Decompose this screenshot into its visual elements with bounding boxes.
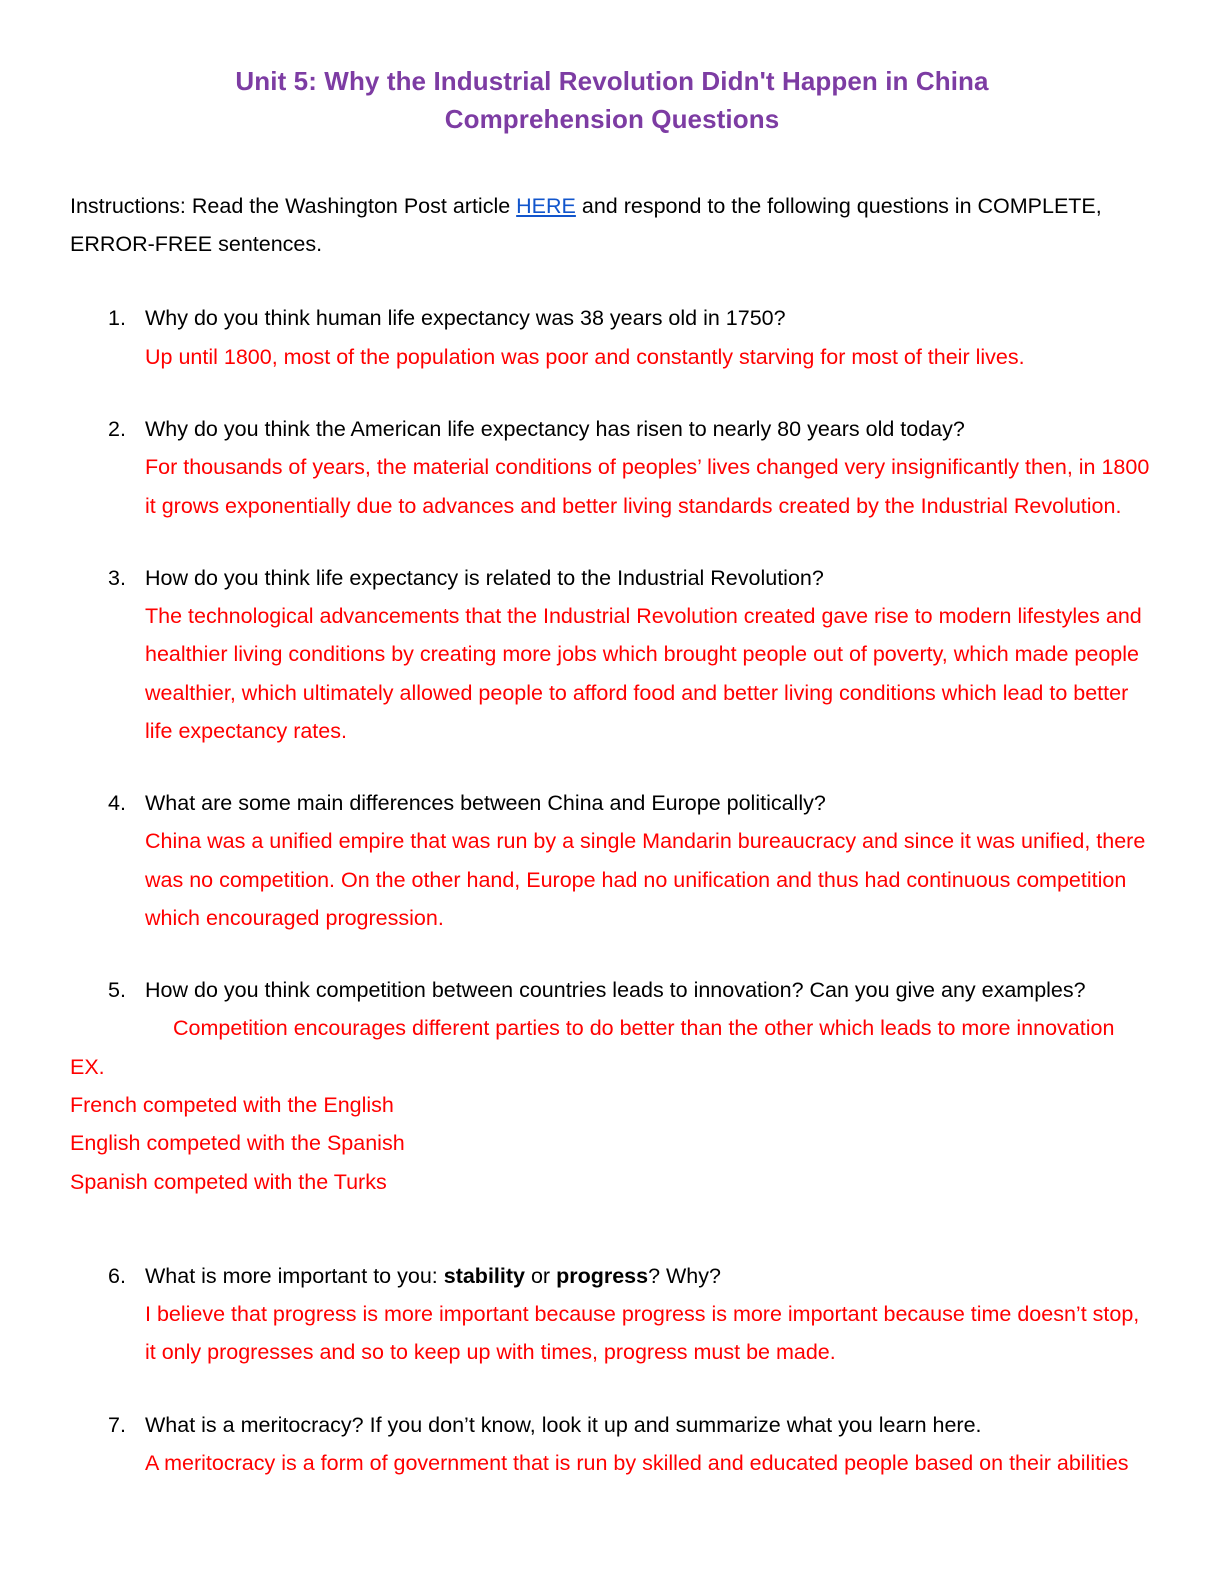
question-6-part-1: What is more important to you: <box>145 1263 444 1288</box>
title-line-1: Unit 5: Why the Industrial Revolution Didn't Happen in China <box>235 66 989 96</box>
question-6-bold-stability: stability <box>443 1263 525 1288</box>
question-text-1: Why do you think human life expectancy was 38 years old in 1750? <box>145 306 786 331</box>
answer-text-4[interactable]: China was a unified empire that was run by a single Mandarin bureaucracy and since it was unified, there was no competition. On the other hand, Europe had no unification and thus had continuous competition which encouraged progression. <box>145 829 1146 930</box>
question-number-5: 5. <box>108 978 126 1003</box>
question-item-7 <box>70 1406 1154 1483</box>
page-title <box>70 0 1154 139</box>
questions-list <box>70 299 1154 1047</box>
question-number-3: 3. <box>108 565 126 590</box>
instructions-text-after-link: and respond to the following questions in COMPLETE, ERROR-FREE sentences. <box>70 193 1102 257</box>
example-item-2[interactable]: English competed with the Spanish <box>70 1131 405 1156</box>
instructions-paragraph <box>70 139 1154 264</box>
article-link-here[interactable]: HERE <box>516 193 576 218</box>
question-6-part-2: or <box>524 1263 557 1288</box>
question-number-6: 6. <box>108 1263 126 1288</box>
question-item-4 <box>70 784 1154 937</box>
question-text-4: What are some main differences between China and Europe politically? <box>145 791 826 816</box>
question-text-5: How do you think competition between countries leads to innovation? Can you give any examples? <box>145 978 1086 1003</box>
question-number-1: 1. <box>108 306 126 331</box>
question-6-bold-progress: progress <box>556 1263 649 1288</box>
title-line-2: Comprehension Questions <box>444 104 780 135</box>
question-number-2: 2. <box>108 417 126 441</box>
examples-block <box>70 1048 1154 1201</box>
answer-text-6[interactable]: I believe that progress is more important because progress is more important because time doesn’t stop, it only progresses and so to keep up with times, progress must be made. <box>145 1302 1140 1365</box>
instructions-text-before-link: Instructions: Read the Washington Post article <box>70 193 517 218</box>
answer-text-3[interactable]: The technological advancements that the Industrial Revolution created gave rise to modern lifestyles and healthier living conditions by creating more jobs which brought people out of poverty, which made people wealthier, which ultimately allowed people to afford food and better living conditions which lead to better life expectancy rates. <box>145 604 1142 743</box>
questions-list-continued <box>70 1257 1154 1482</box>
question-item-6 <box>70 1257 1154 1372</box>
answer-text-7[interactable]: A meritocracy is a form of government that is run by skilled and educated people based on their abilities <box>145 1450 1129 1475</box>
question-number-4: 4. <box>108 791 126 816</box>
answer-text-1[interactable]: Up until 1800, most of the population was poor and constantly starving for most of their lives. <box>145 344 1025 369</box>
example-item-1[interactable]: French competed with the English <box>70 1092 394 1117</box>
example-item-3[interactable]: Spanish competed with the Turks <box>70 1169 387 1194</box>
examples-heading: EX. <box>70 1054 105 1079</box>
question-item-1 <box>70 299 1154 376</box>
question-text-7: What is a meritocracy? If you don’t know, look it up and summarize what you learn here. <box>145 1412 982 1437</box>
question-number-7: 7. <box>108 1412 126 1437</box>
question-text-3: How do you think life expectancy is related to the Industrial Revolution? <box>145 565 824 590</box>
question-item-5 <box>70 971 1154 1048</box>
question-item-2 <box>70 410 1154 525</box>
question-6-part-3: ? Why? <box>648 1263 721 1288</box>
answer-text-2[interactable]: For thousands of years, the material conditions of peoples’ lives changed very insignificantly then, in 1800 it grows exponentially due to advances and better living standards created by the Industrial Revolution. <box>145 455 1150 518</box>
answer-text-5[interactable]: Competition encourages different parties to do better than the other which leads to more innovation <box>173 1016 1115 1041</box>
question-item-3 <box>70 559 1154 750</box>
question-text-6 <box>145 1257 1154 1295</box>
question-text-2: Why do you think the American life expectancy has risen to nearly 80 years old today? <box>145 417 965 441</box>
